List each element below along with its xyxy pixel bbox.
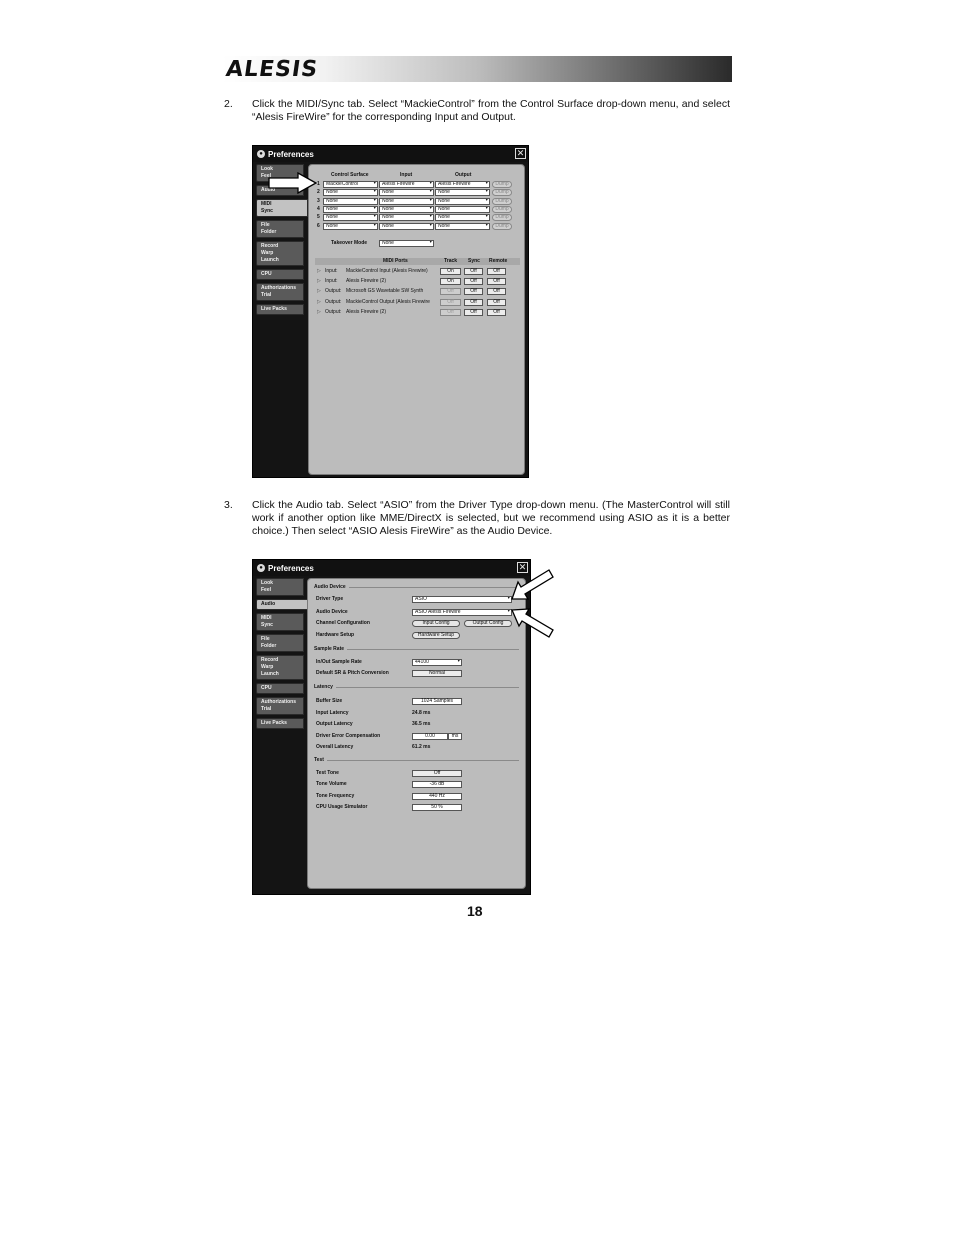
port-name: MackieControl Input (Alesis Firewire) bbox=[346, 268, 428, 274]
overall-latency-value: 61.2 ms bbox=[412, 744, 431, 750]
test-tone-label: Test Tone bbox=[316, 770, 339, 776]
tab-look-feel[interactable]: Look Feel bbox=[256, 164, 304, 182]
step-3-text: Click the Audio tab. Select “ASIO” from the Driver Type drop-down menu. (The MasterControl will still work if another option like MME/DirectX is selected, but we recommend using ASIO as it is a better choice.) Then select “ASIO Alesis FireWire” as the Audio Device. bbox=[252, 499, 730, 537]
input-dropdown[interactable]: None ▾ bbox=[379, 206, 434, 213]
port-direction: Input: bbox=[325, 278, 338, 285]
buffer-size-label: Buffer Size bbox=[316, 698, 343, 704]
port-expand-icon[interactable]: ▷ bbox=[317, 268, 321, 274]
cpu-simulator-field[interactable]: 50 % bbox=[412, 804, 462, 811]
input-dropdown[interactable]: Alesis Firewire ▾ bbox=[379, 181, 434, 188]
tab-live-packs[interactable]: Live Packs bbox=[256, 718, 304, 729]
close-icon[interactable]: ✕ bbox=[518, 562, 527, 572]
port-remote-toggle[interactable]: Off bbox=[487, 299, 506, 306]
output-dropdown[interactable]: None ▾ bbox=[435, 189, 490, 196]
close-icon[interactable]: ✕ bbox=[516, 148, 525, 158]
step-2-text: Click the MIDI/Sync tab. Select “MackieControl” from the Control Surface drop-down menu, and select “Alesis FireWire” for the corresponding Input and Output. bbox=[252, 98, 730, 123]
test-tone-toggle[interactable]: Off bbox=[412, 770, 462, 777]
buffer-size-field[interactable]: 1024 Samples bbox=[412, 698, 462, 705]
callout-arrows-audio bbox=[508, 568, 558, 640]
midi-ports-title: MIDI Ports bbox=[383, 258, 408, 264]
inout-sample-rate-dropdown[interactable]: 44100 ▾ bbox=[412, 659, 462, 666]
surface-row-number: 6 bbox=[317, 222, 320, 229]
header-control-surface: Control Surface bbox=[331, 172, 369, 178]
port-name: Alesis Firewire (2) bbox=[346, 308, 387, 315]
control-surface-dropdown[interactable]: None ▾ bbox=[323, 206, 378, 213]
output-dropdown[interactable]: None ▾ bbox=[435, 198, 490, 205]
port-sync-toggle[interactable]: Off bbox=[464, 288, 483, 295]
audio-content-panel bbox=[307, 578, 526, 889]
input-latency-value: 24.8 ms bbox=[412, 710, 431, 716]
port-sync-toggle[interactable]: Off bbox=[464, 299, 483, 306]
port-track-toggle[interactable]: On bbox=[440, 278, 461, 285]
port-remote-toggle[interactable]: Off bbox=[487, 288, 506, 295]
output-latency-value: 36.5 ms bbox=[412, 721, 431, 727]
output-dropdown[interactable]: None ▾ bbox=[435, 214, 490, 221]
control-surface-dropdown[interactable]: MackieControl ▾ bbox=[323, 181, 378, 188]
audio-device-dropdown[interactable]: ASIO Alesis Firewire ▾ bbox=[412, 609, 512, 616]
tone-frequency-label: Tone Frequency bbox=[316, 793, 355, 799]
section-test: Test bbox=[314, 757, 519, 764]
port-expand-icon[interactable]: ▷ bbox=[317, 288, 321, 295]
tab-midi-sync[interactable]: MIDI Sync bbox=[256, 613, 304, 631]
live-icon: ● bbox=[257, 150, 265, 158]
port-sync-toggle[interactable]: Off bbox=[464, 278, 483, 285]
port-direction: Output: bbox=[325, 288, 342, 295]
port-expand-icon[interactable]: ▷ bbox=[317, 298, 321, 305]
input-dropdown[interactable]: None ▾ bbox=[379, 198, 434, 205]
control-surface-dropdown[interactable]: None ▾ bbox=[323, 214, 378, 221]
dump-button[interactable]: Dump bbox=[492, 198, 512, 205]
ports-sync-header: Sync bbox=[468, 258, 480, 264]
dump-button[interactable]: Dump bbox=[492, 206, 512, 213]
tab-authorizations-trial[interactable]: Authorizations Trial bbox=[256, 283, 304, 301]
output-latency-label: Output Latency bbox=[316, 721, 353, 727]
header-input: Input bbox=[400, 172, 413, 178]
port-remote-toggle[interactable]: Off bbox=[487, 309, 506, 316]
live-icon: ● bbox=[257, 564, 265, 572]
surface-row-number: 5 bbox=[317, 214, 320, 221]
control-surface-dropdown[interactable]: None ▾ bbox=[323, 198, 378, 205]
window-title: Preferences bbox=[268, 149, 314, 159]
dump-button[interactable]: Dump bbox=[492, 223, 512, 230]
port-remote-toggle[interactable]: Off bbox=[487, 268, 506, 275]
output-dropdown[interactable]: None ▾ bbox=[435, 223, 490, 230]
input-dropdown[interactable]: None ▾ bbox=[379, 189, 434, 196]
hardware-setup-button[interactable]: Hardware Setup bbox=[412, 632, 460, 639]
port-direction: Output: bbox=[325, 298, 342, 305]
page-number: 18 bbox=[467, 903, 483, 919]
control-surface-dropdown[interactable]: None ▾ bbox=[323, 189, 378, 196]
overall-latency-label: Overall Latency bbox=[316, 744, 354, 750]
port-track-toggle[interactable]: On bbox=[440, 268, 461, 275]
output-dropdown[interactable]: Alesis Firewire ▾ bbox=[435, 181, 490, 188]
driver-type-dropdown[interactable]: ASIO ▾ bbox=[412, 596, 512, 603]
surface-row-number: 3 bbox=[317, 197, 320, 204]
preferences-window-midi bbox=[252, 145, 529, 478]
driver-error-label: Driver Error Compensation bbox=[316, 733, 381, 739]
section-latency: Latency bbox=[314, 684, 519, 691]
driver-error-field[interactable]: 0.00 bbox=[412, 733, 448, 740]
default-sr-label: Default SR & Pitch Conversion bbox=[316, 670, 389, 676]
input-latency-label: Input Latency bbox=[316, 710, 349, 716]
port-track-toggle[interactable]: Off bbox=[440, 309, 461, 316]
driver-type-label: Driver Type bbox=[316, 596, 344, 602]
input-config-button[interactable]: Input Config bbox=[412, 620, 460, 627]
midi-content-panel bbox=[308, 164, 525, 475]
tab-authorizations-trial[interactable]: Authorizations Trial bbox=[256, 697, 304, 715]
dump-button[interactable]: Dump bbox=[492, 181, 512, 188]
port-name: MackieControl Output (Alesis Firewire bbox=[346, 298, 430, 305]
surface-row-number: 4 bbox=[317, 205, 320, 212]
step-3-number: 3. bbox=[224, 499, 233, 511]
tone-frequency-field[interactable]: 440 Hz bbox=[412, 793, 462, 800]
port-expand-icon[interactable]: ▷ bbox=[317, 308, 321, 315]
channel-config-label: Channel Configuration bbox=[316, 620, 370, 626]
port-track-toggle[interactable]: Off bbox=[440, 299, 461, 306]
window-title: Preferences bbox=[268, 563, 314, 573]
port-sync-toggle[interactable]: Off bbox=[464, 309, 483, 316]
port-remote-toggle[interactable]: Off bbox=[487, 278, 506, 285]
inout-sample-rate-label: In/Out Sample Rate bbox=[316, 659, 362, 665]
tab-file-folder[interactable]: File Folder bbox=[256, 220, 304, 238]
step-2-number: 2. bbox=[224, 98, 233, 110]
takeover-mode-label: Takeover Mode bbox=[331, 240, 368, 246]
tab-file-folder[interactable]: File Folder bbox=[256, 634, 304, 652]
hardware-setup-label: Hardware Setup bbox=[316, 632, 355, 638]
section-audio-device: Audio Device bbox=[314, 584, 519, 591]
window-titlebar bbox=[253, 146, 528, 162]
callout-arrow-mackie bbox=[268, 172, 318, 194]
header-output: Output bbox=[455, 172, 472, 178]
tab-live-packs[interactable]: Live Packs bbox=[256, 304, 304, 315]
tab-audio[interactable]: Audio bbox=[256, 185, 304, 196]
ports-track-header: Track bbox=[444, 258, 458, 264]
ports-remote-header: Remote bbox=[489, 258, 508, 264]
alesis-logo: ALESIS bbox=[224, 57, 320, 82]
port-direction: Input: bbox=[325, 268, 338, 274]
port-direction: Output: bbox=[325, 308, 342, 315]
port-name: Microsoft GS Wavetable SW Synth bbox=[346, 288, 424, 295]
surface-row-number: 2 bbox=[317, 189, 320, 196]
tab-cpu[interactable]: CPU bbox=[256, 269, 304, 280]
preferences-window-audio bbox=[252, 559, 531, 895]
tab-record-warp-launch[interactable]: Record Warp Launch bbox=[256, 655, 304, 680]
dump-button[interactable]: Dump bbox=[492, 189, 512, 196]
output-dropdown[interactable]: None ▾ bbox=[435, 206, 490, 213]
sidebar bbox=[256, 578, 306, 732]
driver-error-unit: ms bbox=[448, 733, 462, 740]
tab-audio[interactable]: Audio bbox=[256, 599, 308, 610]
section-sample-rate: Sample Rate bbox=[314, 646, 519, 653]
tab-midi-sync[interactable]: MIDI Sync bbox=[256, 199, 308, 217]
window-titlebar bbox=[253, 560, 530, 576]
takeover-mode-dropdown[interactable]: None ▾ bbox=[379, 240, 434, 247]
input-dropdown[interactable]: None ▾ bbox=[379, 214, 434, 221]
audio-device-label: Audio Device bbox=[316, 609, 348, 615]
tone-volume-label: Tone Volume bbox=[316, 781, 347, 787]
port-track-toggle[interactable]: Off bbox=[440, 288, 461, 295]
callout-arrow-audio-device bbox=[512, 609, 553, 637]
output-config-button[interactable]: Output Config bbox=[464, 620, 512, 627]
tab-cpu[interactable]: CPU bbox=[256, 683, 304, 694]
port-sync-toggle[interactable]: Off bbox=[464, 268, 483, 275]
port-name: Alesis Firewire (2) bbox=[346, 278, 387, 285]
surface-row-number: 1 bbox=[317, 181, 320, 187]
callout-arrow-driver-type bbox=[512, 570, 553, 599]
tab-look-feel[interactable]: Look Feel bbox=[256, 578, 304, 596]
tab-record-warp-launch[interactable]: Record Warp Launch bbox=[256, 241, 304, 266]
port-expand-icon[interactable]: ▷ bbox=[317, 278, 321, 285]
tone-volume-field[interactable]: -36 dB bbox=[412, 781, 462, 788]
control-surface-dropdown[interactable]: None ▾ bbox=[323, 223, 378, 230]
dump-button[interactable]: Dump bbox=[492, 214, 512, 221]
default-sr-value[interactable]: Normal bbox=[412, 670, 462, 677]
cpu-simulator-label: CPU Usage Simulator bbox=[316, 804, 368, 810]
input-dropdown[interactable]: None ▾ bbox=[379, 223, 434, 230]
